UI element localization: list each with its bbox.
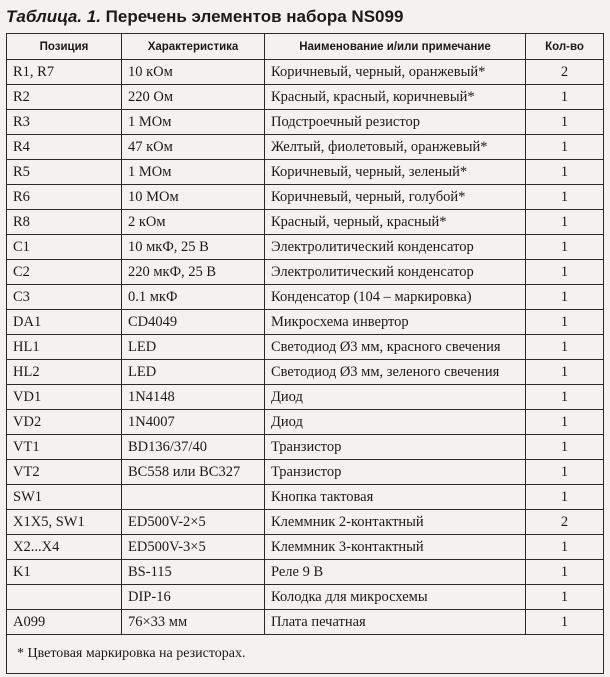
- cell-qty: 2: [526, 60, 604, 85]
- cell-name: Транзистор: [265, 460, 526, 485]
- cell-spec: 47 кОм: [122, 135, 265, 160]
- cell-qty: 1: [526, 360, 604, 385]
- cell-qty: 1: [526, 435, 604, 460]
- header-name: Наименование и/или примечание: [265, 34, 526, 60]
- cell-qty: 1: [526, 460, 604, 485]
- cell-qty: 1: [526, 535, 604, 560]
- table-row: [7, 260, 604, 285]
- cell-position: R5: [7, 160, 122, 185]
- cell-qty: 1: [526, 385, 604, 410]
- cell-spec: 10 кОм: [122, 60, 265, 85]
- table-title: [6, 4, 403, 30]
- cell-spec: [122, 485, 265, 510]
- table-row: [7, 310, 604, 335]
- table-row: [7, 360, 604, 385]
- cell-name: Коричневый, черный, оранжевый*: [265, 60, 526, 85]
- cell-qty: 1: [526, 210, 604, 235]
- cell-qty: 1: [526, 485, 604, 510]
- header-spec: Характеристика: [122, 34, 265, 60]
- table-row: [7, 535, 604, 560]
- table-row: [7, 560, 604, 585]
- cell-spec: ED500V-3×5: [122, 535, 265, 560]
- table-row: [7, 585, 604, 610]
- table-row: [7, 135, 604, 160]
- table-row: [7, 85, 604, 110]
- cell-spec: 2 кОм: [122, 210, 265, 235]
- cell-spec: ED500V-2×5: [122, 510, 265, 535]
- cell-position: R3: [7, 110, 122, 135]
- cell-name: Светодиод Ø3 мм, красного свечения: [265, 335, 526, 360]
- table-row: [7, 610, 604, 635]
- cell-name: Клеммник 3-контактный: [265, 535, 526, 560]
- cell-name: Красный, красный, коричневый*: [265, 85, 526, 110]
- cell-position: HL2: [7, 360, 122, 385]
- cell-name: Конденсатор (104 – маркировка): [265, 285, 526, 310]
- cell-name: Транзистор: [265, 435, 526, 460]
- cell-position: R4: [7, 135, 122, 160]
- cell-position: HL1: [7, 335, 122, 360]
- cell-spec: BC558 или BC327: [122, 460, 265, 485]
- table-row: [7, 210, 604, 235]
- header-position: Позиция: [7, 34, 122, 60]
- cell-name: Красный, черный, красный*: [265, 210, 526, 235]
- cell-spec: 10 МОм: [122, 185, 265, 210]
- cell-spec: 220 мкФ, 25 В: [122, 260, 265, 285]
- cell-spec: 76×33 мм: [122, 610, 265, 635]
- table-row: [7, 335, 604, 360]
- cell-position: SW1: [7, 485, 122, 510]
- cell-position: VD2: [7, 410, 122, 435]
- footnote: * Цветовая маркировка на резисторах.: [7, 635, 604, 674]
- cell-qty: 1: [526, 285, 604, 310]
- cell-name: Клеммник 2-контактный: [265, 510, 526, 535]
- cell-spec: LED: [122, 360, 265, 385]
- cell-qty: 1: [526, 135, 604, 160]
- parts-table: [6, 33, 604, 674]
- table-row: [7, 510, 604, 535]
- cell-position: X2...X4: [7, 535, 122, 560]
- cell-position: A099: [7, 610, 122, 635]
- cell-position: C3: [7, 285, 122, 310]
- cell-spec: LED: [122, 335, 265, 360]
- cell-name: Реле 9 В: [265, 560, 526, 585]
- cell-qty: 2: [526, 510, 604, 535]
- cell-name: Диод: [265, 385, 526, 410]
- cell-name: Коричневый, черный, зеленый*: [265, 160, 526, 185]
- cell-name: Электролитический конденсатор: [265, 260, 526, 285]
- table-row: [7, 460, 604, 485]
- cell-name: Электролитический конденсатор: [265, 235, 526, 260]
- cell-position: R8: [7, 210, 122, 235]
- cell-name: Желтый, фиолетовый, оранжевый*: [265, 135, 526, 160]
- table-row: [7, 410, 604, 435]
- cell-spec: DIP-16: [122, 585, 265, 610]
- cell-name: Светодиод Ø3 мм, зеленого свечения: [265, 360, 526, 385]
- cell-qty: 1: [526, 310, 604, 335]
- table-row: [7, 60, 604, 85]
- table-row: [7, 285, 604, 310]
- cell-name: Плата печатная: [265, 610, 526, 635]
- cell-name: Диод: [265, 410, 526, 435]
- cell-qty: 1: [526, 85, 604, 110]
- table-row: [7, 385, 604, 410]
- cell-position: C1: [7, 235, 122, 260]
- cell-qty: 1: [526, 160, 604, 185]
- table-row: [7, 235, 604, 260]
- cell-position: K1: [7, 560, 122, 585]
- table-row: [7, 185, 604, 210]
- cell-position: C2: [7, 260, 122, 285]
- cell-spec: 0.1 мкФ: [122, 285, 265, 310]
- header-qty: Кол-во: [526, 34, 604, 60]
- cell-name: Кнопка тактовая: [265, 485, 526, 510]
- cell-name: Микросхема инвертор: [265, 310, 526, 335]
- cell-qty: 1: [526, 335, 604, 360]
- cell-position: DA1: [7, 310, 122, 335]
- cell-qty: 1: [526, 235, 604, 260]
- table-row: [7, 435, 604, 460]
- table-row: [7, 110, 604, 135]
- cell-qty: 1: [526, 110, 604, 135]
- cell-position: R1, R7: [7, 60, 122, 85]
- cell-position: [7, 585, 122, 610]
- table-row: [7, 485, 604, 510]
- cell-qty: 1: [526, 585, 604, 610]
- footnote-row: [7, 635, 604, 674]
- cell-position: R2: [7, 85, 122, 110]
- cell-qty: 1: [526, 185, 604, 210]
- cell-spec: CD4049: [122, 310, 265, 335]
- cell-qty: 1: [526, 260, 604, 285]
- cell-position: VT2: [7, 460, 122, 485]
- cell-spec: BD136/37/40: [122, 435, 265, 460]
- cell-spec: 1 МОм: [122, 160, 265, 185]
- table-row: [7, 160, 604, 185]
- cell-name: Подстроечный резистор: [265, 110, 526, 135]
- cell-spec: 1N4007: [122, 410, 265, 435]
- cell-qty: 1: [526, 410, 604, 435]
- cell-position: X1X5, SW1: [7, 510, 122, 535]
- cell-qty: 1: [526, 610, 604, 635]
- cell-spec: 1 МОм: [122, 110, 265, 135]
- cell-spec: 220 Ом: [122, 85, 265, 110]
- cell-qty: 1: [526, 560, 604, 585]
- cell-spec: 10 мкФ, 25 В: [122, 235, 265, 260]
- cell-spec: BS-115: [122, 560, 265, 585]
- cell-spec: 1N4148: [122, 385, 265, 410]
- table-number: Таблица. 1.: [6, 7, 101, 26]
- cell-position: R6: [7, 185, 122, 210]
- cell-name: Коричневый, черный, голубой*: [265, 185, 526, 210]
- header-row: [7, 34, 604, 60]
- table-caption: Перечень элементов набора NS099: [105, 7, 404, 26]
- cell-position: VD1: [7, 385, 122, 410]
- cell-name: Колодка для микросхемы: [265, 585, 526, 610]
- cell-position: VT1: [7, 435, 122, 460]
